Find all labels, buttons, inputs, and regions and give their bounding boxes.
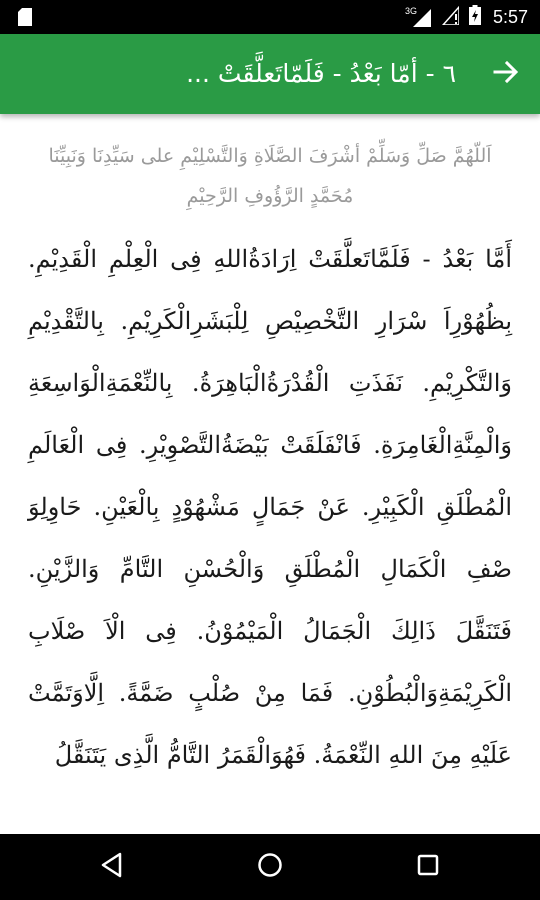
salawat-header: اَللّهُمَّ صَلِّ وَسَلِّمْ أشْرَفَ الصَّلَاةِ وَالتَّسْلِيْمِ على سَيِّدِنَا وَنَبِيِّنَا مُحَمَّدٍ الرَّؤُوفِ الرَّحِيْمِ — [48, 145, 492, 207]
battery-charging-icon — [469, 5, 481, 29]
nav-recents-button[interactable] — [408, 847, 448, 887]
status-bar — [0, 0, 540, 34]
reading-content[interactable] — [0, 114, 540, 834]
status-icons — [405, 0, 528, 34]
square-recents-icon — [417, 854, 439, 880]
triangle-back-icon — [100, 852, 124, 882]
navigation-bar — [0, 834, 540, 900]
nav-back-button[interactable] — [92, 847, 132, 887]
nav-home-button[interactable] — [250, 847, 290, 887]
body-text: أَمَّا بَعْدُ - فَلَمَّاتَعلَّقَتْ اِرَادَةُاللهِ فِى الْعِلْمِ الْقَدِيْمِ. بِظُهُوْرِاَ سْرَارِ التَّخْصِيْصِ لِلْبَشَرِالْكَرِيْمِ. بِالتَّقْدِيْمِ وَالتَّكْرِيْمِ. نَفَذَتِ الْقُدْرَةُالْبَاهِرَةُ. بِالنِّعْمَةِالْوَاسِعَةِ وَالْمِنَّةِالْغَامِرَةِ. فَانْفَلَقَتْ بَيْضَةُالتَّصْوِيْرِ. فِى الْعَالَمِ الْمُطْلَقِ الْكَبِيْرِ. عَنْ جَمَالٍ مَشْهُوْدٍ بِالْعَيْنِ. حَاوِلِوَ صْفِ الْكَمَالِ الْمُطْلَقِ وَالْحُسْنِ التَّامِّ وَالزَّيْنِ. فَتَنَقَّلَ ذَالِكَ الْجَمَالُ الْمَيْمُوْنُ. فِى الْاَ صْلَابِ الْكَرِيْمَةِوَالْبُطُوْنِ. فَمَا مِنْ صُلْبٍ ضَمَّةً. اِلَّاوَتَمَّتْ عَلَيْهِ مِنَ اللهِ النِّعْمَةُ. فَهُوَالْقَمَرُ التَّامُّ الَّذِى يَتَنَقَّلُ — [28, 245, 512, 769]
sd-card-icon — [18, 8, 32, 26]
back-button[interactable] — [488, 56, 524, 92]
circle-home-icon — [257, 852, 283, 882]
network-type-label: 3G — [404, 6, 417, 16]
signal-icon — [405, 7, 431, 27]
app-bar — [0, 34, 540, 114]
no-sim-icon — [441, 5, 459, 29]
arrow-right-icon — [492, 58, 520, 90]
page-title: ٦ - أمّا بَعْدُ - فَلَمّاتَعلَّقَتْ ... — [186, 59, 456, 88]
status-time: 5:57 — [492, 6, 528, 27]
